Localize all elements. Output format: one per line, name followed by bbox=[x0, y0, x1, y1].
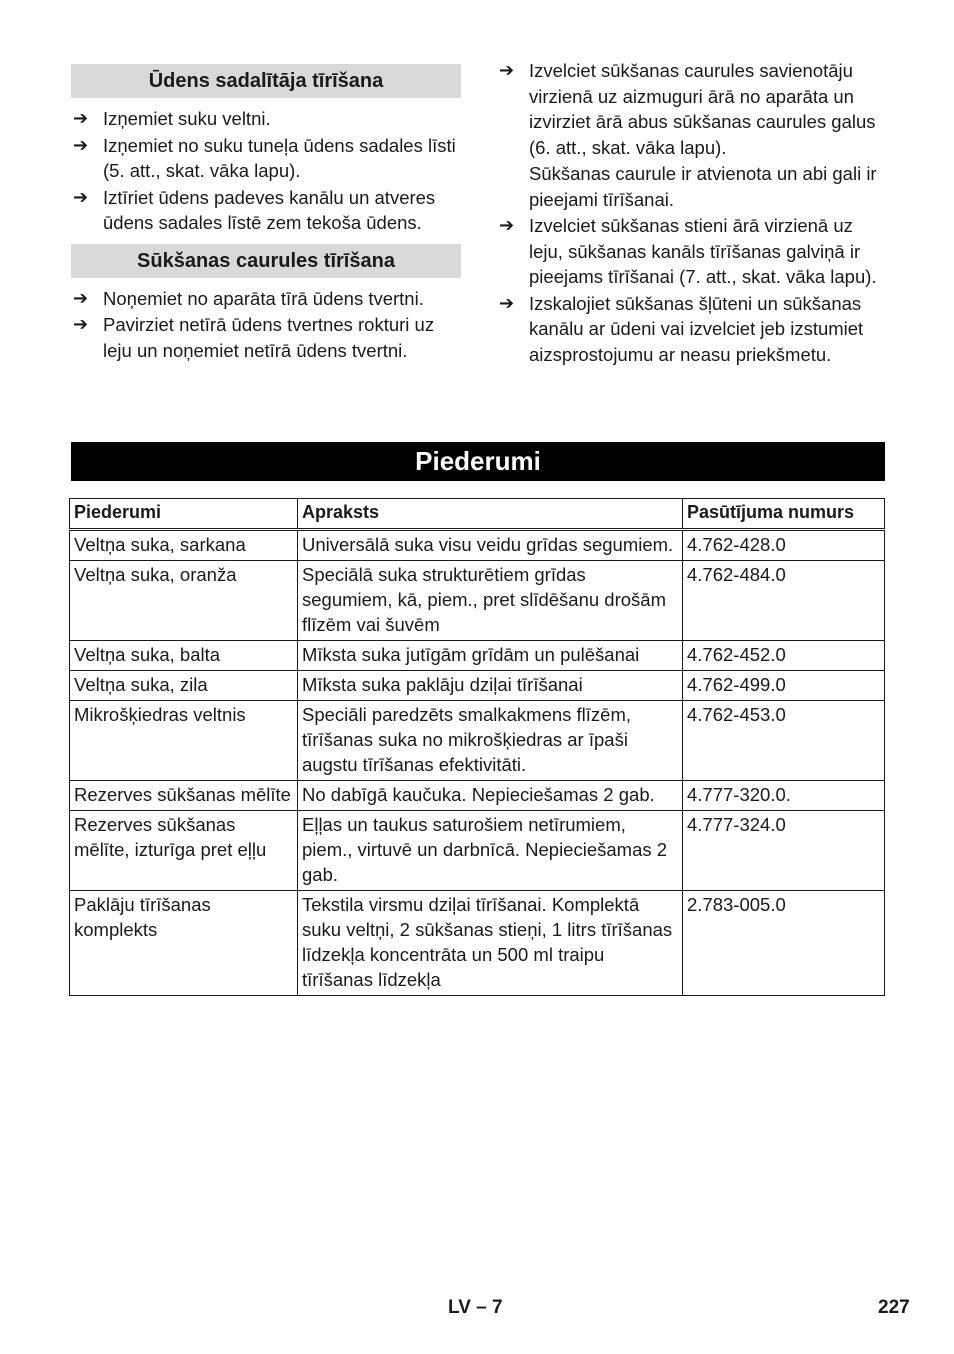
cell-accessory: Mikrošķiedras veltnis bbox=[70, 701, 298, 781]
cell-description: Mīksta suka jutīgām grīdām un pulēšanai bbox=[298, 641, 683, 671]
arrow-right-icon: ➔ bbox=[73, 287, 89, 308]
cell-order-number: 4.777-320.0. bbox=[683, 781, 885, 811]
cell-accessory: Rezerves sūkšanas mēlīte, izturīga pret eļļu bbox=[70, 811, 298, 891]
step-item bbox=[71, 312, 461, 363]
table-row bbox=[70, 701, 885, 781]
cell-accessory: Veltņa suka, balta bbox=[70, 641, 298, 671]
cell-order-number: 4.777-324.0 bbox=[683, 811, 885, 891]
table-row bbox=[70, 530, 885, 561]
section-heading-water-distributor: Ūdens sadalītāja tīrīšana bbox=[71, 64, 461, 98]
cell-order-number: 4.762-499.0 bbox=[683, 671, 885, 701]
step-text: Izskalojiet sūkšanas šļūteni un sūkšanas kanālu ar ūdeni vai izvelciet jeb izstumiet aizsprostojumu ar neasu priekšmetu. bbox=[529, 292, 864, 365]
arrow-right-icon: ➔ bbox=[73, 108, 89, 128]
table-row bbox=[70, 641, 885, 671]
table-row bbox=[70, 781, 885, 811]
step-note: Sūkšanas caurule ir atvienota un abi gali ir pieejami tīrīšanai. bbox=[529, 163, 877, 210]
cell-description: Universālā suka visu veidu grīdas segumiem. bbox=[298, 530, 683, 561]
step-text: Izvelciet sūkšanas stieni ārā virzienā uz leju, sūkšanas kanāls tīrīšanas galviņā ir pieejams tīrīšanai (7. att., skat. vāka lapu). bbox=[529, 215, 877, 287]
accessories-table bbox=[69, 498, 885, 996]
cell-description: Mīksta suka paklāju dziļai tīrīšanai bbox=[298, 671, 683, 701]
column-header-accessory: Piederumi bbox=[70, 499, 298, 530]
column-header-order-number: Pasūtījuma numurs bbox=[683, 499, 885, 530]
step-text: Izvelciet sūkšanas caurules savienotāju virzienā uz aizmuguri ārā no aparāta un izvirziet ārā abus sūkšanas caurules galus (6. att., skat. vāka lapu). bbox=[529, 60, 876, 158]
page-number: 227 bbox=[878, 1297, 910, 1318]
step-item bbox=[497, 291, 882, 368]
table-header-row bbox=[70, 499, 885, 530]
step-text: Noņemiet no aparāta tīrā ūdens tvertni. bbox=[103, 287, 424, 309]
right-column bbox=[497, 58, 882, 368]
table-row bbox=[70, 561, 885, 641]
cell-description: Eļļas un taukus saturošiem netīrumiem, piem., virtuvē un darbnīcā. Nepieciešamas 2 gab. bbox=[298, 811, 683, 891]
left-column bbox=[71, 58, 461, 364]
step-item bbox=[497, 58, 882, 160]
arrow-right-icon: ➔ bbox=[73, 314, 89, 334]
table-row bbox=[70, 671, 885, 701]
step-item bbox=[497, 213, 882, 290]
step-text: Izņemiet suku veltni. bbox=[103, 108, 271, 129]
step-text: Iztīriet ūdens padeves kanālu un atveres ūdens sadales līstē zem tekoša ūdens. bbox=[103, 186, 436, 233]
section-banner-accessories: Piederumi bbox=[71, 442, 885, 481]
arrow-right-icon: ➔ bbox=[73, 186, 89, 207]
column-header-description: Apraksts bbox=[298, 499, 683, 530]
step-text: Pavirziet netīrā ūdens tvertnes rokturi uz leju un noņemiet netīrā ūdens tvertni. bbox=[103, 314, 435, 361]
arrow-right-icon: ➔ bbox=[499, 60, 515, 80]
cell-description: Speciālā suka strukturētiem grīdas segumiem, kā, piem., pret slīdēšanu drošām flīzēm vai šuvēm bbox=[298, 561, 683, 641]
step-text: Izņemiet no suku tuneļa ūdens sadales līsti (5. att., skat. vāka lapu). bbox=[103, 134, 456, 181]
cell-description: Tekstila virsmu dziļai tīrīšanai. Komplektā suku veltņi, 2 sūkšanas stieņi, 1 litrs tīrīšanas līdzekļa koncentrāta un 500 ml traipu tīrīšanas līdzekļa bbox=[298, 891, 683, 996]
cell-order-number: 4.762-428.0 bbox=[683, 530, 885, 561]
cell-accessory: Veltņa suka, sarkana bbox=[70, 530, 298, 561]
step-item bbox=[71, 185, 461, 236]
cell-order-number: 4.762-452.0 bbox=[683, 641, 885, 671]
table-row bbox=[70, 891, 885, 996]
cell-accessory: Rezerves sūkšanas mēlīte bbox=[70, 781, 298, 811]
footer-language-page: LV – 7 bbox=[448, 1297, 503, 1318]
arrow-right-icon: ➔ bbox=[499, 292, 515, 313]
cell-description: No dabīgā kaučuka. Nepieciešamas 2 gab. bbox=[298, 781, 683, 811]
section-heading-suction-pipe: Sūkšanas caurules tīrīšana bbox=[71, 244, 461, 278]
arrow-right-icon: ➔ bbox=[73, 134, 89, 155]
table-row bbox=[70, 811, 885, 891]
cell-accessory: Paklāju tīrīšanas komplekts bbox=[70, 891, 298, 996]
cell-accessory: Veltņa suka, oranža bbox=[70, 561, 298, 641]
cell-order-number: 4.762-484.0 bbox=[683, 561, 885, 641]
cell-order-number: 4.762-453.0 bbox=[683, 701, 885, 781]
arrow-right-icon: ➔ bbox=[499, 215, 515, 235]
cell-accessory: Veltņa suka, zila bbox=[70, 671, 298, 701]
cell-description: Speciāli paredzēts smalkakmens flīzēm, tīrīšanas suka no mikrošķiedras ar īpaši augstu tīrīšanas efektivitāti. bbox=[298, 701, 683, 781]
cell-order-number: 2.783-005.0 bbox=[683, 891, 885, 996]
step-item bbox=[71, 286, 461, 312]
step-item bbox=[71, 133, 461, 184]
step-item bbox=[71, 106, 461, 132]
